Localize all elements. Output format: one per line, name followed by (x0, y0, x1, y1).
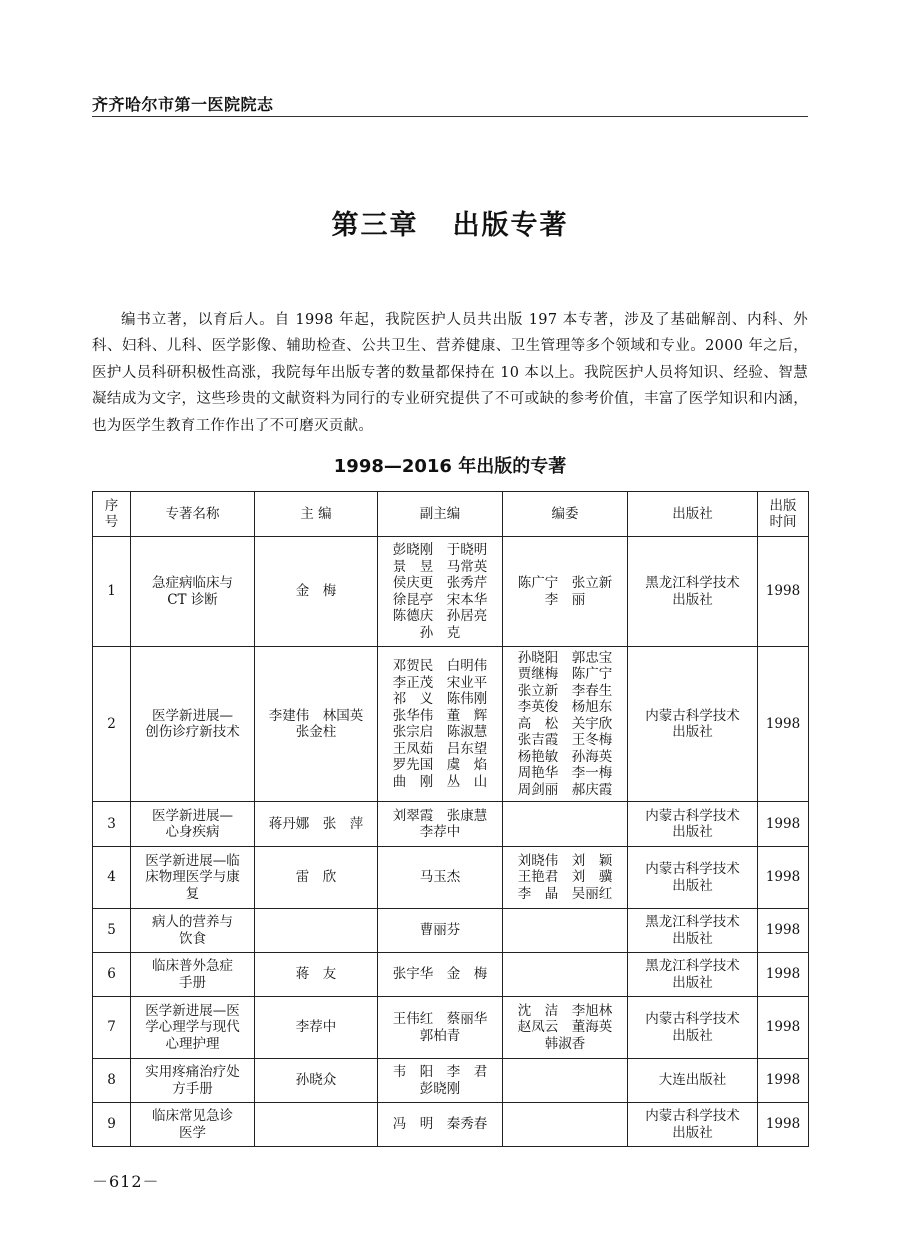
cell-line: 李荐中 (419, 824, 461, 840)
cell-year: 1998 (758, 802, 809, 847)
cell-line: 张金柱 (295, 724, 337, 740)
cell-publisher (628, 1103, 758, 1147)
cell-line: 杨艳敏 孙海英 (517, 748, 613, 765)
cell-committee (503, 953, 628, 997)
cell-year: 1998 (758, 953, 809, 997)
cell-line: 刘翠霞 张康慧 (392, 807, 488, 824)
cell-line: 徐昆亭 宋本华 (392, 591, 488, 608)
cell-line: CT 诊断 (167, 591, 218, 608)
cell-no: 5 (93, 909, 131, 953)
cell-line: 床物理医学与康 (145, 869, 240, 886)
table-row (93, 909, 809, 953)
table-row (93, 802, 809, 847)
cell-line: 郭柏青 (419, 1027, 461, 1044)
cell-line: 出版社 (672, 1124, 713, 1141)
cell-line: 出版社 (672, 724, 713, 740)
cell-year: 1998 (758, 647, 809, 802)
cell-year: 1998 (758, 1103, 809, 1147)
cell-line: 高 松 关宇欣 (517, 715, 613, 732)
table-row (93, 847, 809, 909)
cell-name (131, 1103, 255, 1147)
table-row (93, 647, 809, 802)
cell-no: 7 (93, 997, 131, 1059)
cell-committee (503, 997, 628, 1059)
cell-line: 出版社 (672, 974, 713, 991)
cell-no: 2 (93, 647, 131, 802)
cell-line: 邓贺民 白明伟 (392, 658, 488, 674)
cell-line: 出版社 (672, 824, 713, 840)
cell-line: 出版社 (672, 1027, 713, 1044)
cell-line: 李建伟 林国英 (268, 707, 364, 724)
cell-deputy (378, 1103, 503, 1147)
cell-editor (255, 537, 378, 647)
cell-editor (255, 1103, 378, 1147)
cell-editor (255, 909, 378, 953)
cell-line: 出版社 (672, 930, 713, 947)
cell-line: 孙 克 (419, 624, 461, 641)
cell-line: 王伟红 蔡丽华 (392, 1011, 488, 1027)
cell-name (131, 953, 255, 997)
cell-publisher (628, 647, 758, 802)
table-row (93, 1103, 809, 1147)
cell-line: 医学新进展— (152, 807, 233, 824)
cell-year: 1998 (758, 847, 809, 909)
cell-editor (255, 847, 378, 909)
cell-year: 1998 (758, 1059, 809, 1103)
cell-no: 4 (93, 847, 131, 909)
cell-name (131, 997, 255, 1059)
cell-name (131, 1059, 255, 1103)
cell-publisher (628, 802, 758, 847)
cell-committee (503, 802, 628, 847)
cell-line: 周剑丽 郝庆霞 (517, 781, 613, 798)
cell-committee (503, 537, 628, 647)
cell-line: 医学新进展—医 (145, 1002, 240, 1019)
cell-line: 内蒙古科学技术 (645, 1108, 740, 1124)
cell-line: 心身疾病 (165, 824, 220, 840)
cell-line: 韩淑香 (544, 1035, 586, 1052)
cell-publisher (628, 953, 758, 997)
cell-deputy (378, 847, 503, 909)
cell-line: 蒋 友 (295, 966, 337, 983)
table-row (93, 953, 809, 997)
cell-line: 景 昱 马常英 (392, 558, 488, 575)
cell-line: 黑龙江科学技术 (645, 914, 740, 930)
cell-line: 医学 (179, 1124, 206, 1141)
cell-committee (503, 1103, 628, 1147)
cell-line: 内蒙古科学技术 (645, 1011, 740, 1027)
cell-publisher (628, 909, 758, 953)
cell-line: 黑龙江科学技术 (645, 958, 740, 974)
cell-line: 医学新进展—临 (145, 852, 240, 869)
cell-deputy (378, 997, 503, 1059)
cell-line: 赵凤云 董海英 (517, 1019, 613, 1036)
cell-line: 临床常见急诊 (152, 1108, 233, 1124)
cell-line: 祁 义 陈伟刚 (392, 691, 488, 707)
publications-table (92, 491, 809, 1147)
cell-no: 9 (93, 1103, 131, 1147)
header-time: 出版 时间 (758, 492, 809, 537)
cell-line: 李 晶 吴丽红 (517, 885, 613, 902)
cell-line: 张吉霞 王冬梅 (517, 732, 613, 749)
cell-publisher (628, 537, 758, 647)
cell-line: 李正茂 宋业平 (392, 674, 488, 691)
cell-year: 1998 (758, 997, 809, 1059)
cell-editor (255, 647, 378, 802)
table-title: 1998—2016 年出版的专著 (333, 456, 567, 477)
cell-editor (255, 802, 378, 847)
cell-line: 彭晓刚 于晓明 (392, 542, 488, 558)
cell-line: 临床普外急症 (152, 958, 233, 974)
header-committee: 编委 (503, 492, 628, 537)
header-name: 专著名称 (131, 492, 255, 537)
cell-committee (503, 847, 628, 909)
cell-publisher (628, 847, 758, 909)
cell-publisher (628, 1059, 758, 1103)
cell-line: 李英俊 杨旭东 (517, 699, 613, 716)
cell-line: 王凤茹 吕东望 (392, 740, 488, 757)
cell-line: 方手册 (172, 1080, 213, 1097)
cell-year: 1998 (758, 909, 809, 953)
cell-line: 曹丽芬 (419, 922, 461, 939)
cell-line: 出版社 (672, 591, 713, 608)
cell-line: 陈广宁 张立新 (517, 575, 613, 591)
cell-line: 张宗启 陈淑慧 (392, 724, 488, 740)
page-number: －612－ (92, 1172, 160, 1191)
cell-line: 周艳华 李一梅 (517, 765, 613, 782)
cell-no: 3 (93, 802, 131, 847)
cell-no: 1 (93, 537, 131, 647)
cell-committee (503, 1059, 628, 1103)
cell-line: 马玉杰 (419, 869, 461, 886)
running-header: 齐齐哈尔市第一医院院志 (92, 95, 274, 114)
cell-line: 内蒙古科学技术 (645, 807, 740, 824)
table-row (93, 997, 809, 1059)
header-divider (92, 116, 808, 117)
cell-line: 彭晓刚 (419, 1080, 461, 1097)
cell-committee (503, 647, 628, 802)
header-editor: 主 编 (255, 492, 378, 537)
table-row (93, 1059, 809, 1103)
header-publisher: 出版社 (628, 492, 758, 537)
cell-line: 张宇华 金 梅 (392, 966, 488, 983)
cell-line: 创伤诊疗新技术 (145, 724, 240, 740)
chapter-title: 出版专著 (452, 210, 569, 241)
cell-line: 出版社 (672, 877, 713, 894)
cell-line: 急症病临床与 (152, 575, 233, 591)
cell-line: 饮食 (179, 930, 206, 947)
cell-line: 侯庆更 张秀芹 (392, 575, 488, 591)
cell-line: 李 丽 (544, 591, 586, 608)
cell-deputy (378, 909, 503, 953)
cell-no: 6 (93, 953, 131, 997)
cell-committee (503, 909, 628, 953)
cell-line: 陈德庆 孙居亮 (392, 608, 488, 624)
cell-line: 王艳君 刘 骥 (517, 869, 613, 886)
cell-name (131, 847, 255, 909)
cell-line: 病人的营养与 (152, 914, 233, 930)
cell-line: 实用疼痛治疗处 (145, 1064, 240, 1080)
cell-line: 刘晓伟 刘 颖 (517, 852, 613, 869)
cell-line: 张立新 李春生 (517, 682, 613, 699)
cell-line: 孙晓众 (295, 1072, 337, 1089)
cell-name (131, 647, 255, 802)
cell-line: 贾继梅 陈广宁 (517, 666, 613, 683)
cell-line: 李荐中 (295, 1019, 337, 1036)
cell-name (131, 909, 255, 953)
cell-editor (255, 953, 378, 997)
header-deputy: 副主编 (378, 492, 503, 537)
chapter-heading (0, 203, 900, 242)
cell-deputy (378, 537, 503, 647)
cell-line: 曲 刚 丛 山 (392, 773, 488, 790)
cell-line: 金 梅 (295, 583, 337, 600)
cell-deputy (378, 1059, 503, 1103)
cell-line: 手册 (179, 974, 206, 991)
chapter-number: 第三章 (331, 210, 419, 241)
cell-year: 1998 (758, 537, 809, 647)
cell-line: 大连出版社 (658, 1072, 727, 1089)
intro-paragraph: 编书立著，以育后人。自 1998 年起，我院医护人员共出版 197 本专著，涉及了基础解剖、内科、外科、妇科、儿科、医学影像、辅助检查、公共卫生、营养健康、卫生管理等多个领域和专业。2000 年之后，医护人员科研积极性高涨，我院每年出版专著的数量都保持在 10 本以上。我院医护人员将知识、经验、智慧凝结成为文字，这些珍贵的文献资料为同行的专业研究提供了不可或缺的参考价值，丰富了医学知识和内涵，也为医学生教育工作作出了不可磨灭贡献。 (92, 311, 808, 434)
cell-line: 蒋丹娜 张 萍 (268, 815, 364, 832)
cell-no: 8 (93, 1059, 131, 1103)
cell-line: 张华伟 董 辉 (392, 707, 488, 724)
cell-publisher (628, 997, 758, 1059)
cell-line: 学心理学与现代 (145, 1019, 240, 1036)
cell-line: 孙晓阳 郭忠宝 (517, 649, 613, 666)
cell-deputy (378, 953, 503, 997)
table-header-row (93, 492, 809, 537)
cell-line: 沈 洁 李旭林 (517, 1002, 613, 1019)
cell-line: 心理护理 (165, 1035, 220, 1052)
cell-editor (255, 1059, 378, 1103)
cell-deputy (378, 647, 503, 802)
cell-line: 雷 欣 (295, 869, 337, 886)
cell-line: 内蒙古科学技术 (645, 861, 740, 877)
cell-line: 冯 明 秦秀春 (392, 1116, 488, 1133)
cell-line: 内蒙古科学技术 (645, 707, 740, 724)
cell-editor (255, 997, 378, 1059)
header-no: 序 号 (93, 492, 131, 537)
cell-name (131, 802, 255, 847)
cell-line: 复 (185, 885, 200, 902)
cell-line: 医学新进展— (152, 707, 233, 724)
cell-line: 黑龙江科学技术 (645, 575, 740, 591)
cell-line: 韦 阳 李 君 (392, 1064, 488, 1080)
cell-deputy (378, 802, 503, 847)
cell-name (131, 537, 255, 647)
cell-line: 罗先国 虞 焰 (392, 757, 488, 773)
table-row (93, 537, 809, 647)
